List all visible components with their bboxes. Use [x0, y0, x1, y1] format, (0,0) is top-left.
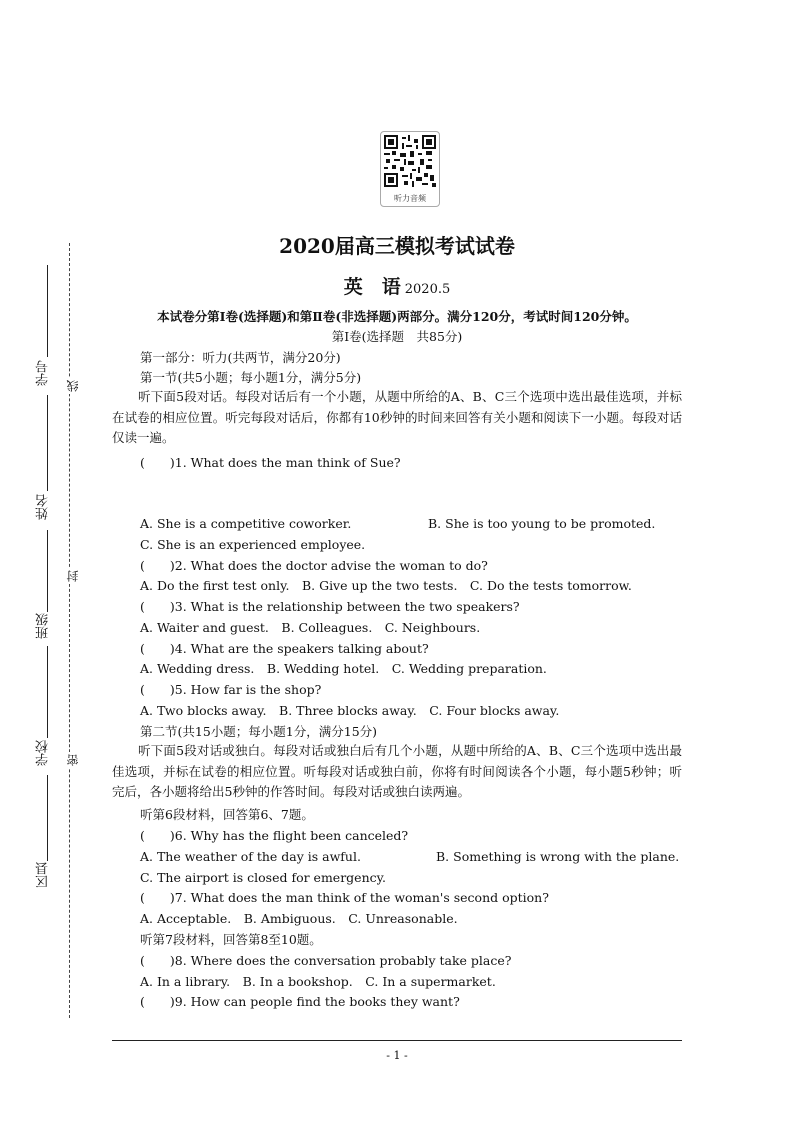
q5-stem: ( )5. How far is the shop? — [140, 682, 322, 697]
label-xuehao: 学号 — [36, 360, 51, 386]
q1-option-a: A. She is a competitive coworker. — [140, 516, 352, 531]
xuexiao-blank — [47, 646, 48, 738]
banji-blank — [47, 530, 48, 612]
q7-stem: ( )7. What does the man think of the woman's second option? — [140, 890, 549, 905]
q6-stem: ( )6. Why has the flight been canceled? — [140, 828, 409, 843]
label-banji: 班级 — [36, 613, 51, 639]
qr-code — [380, 131, 440, 207]
section2-instructions: 听下面5段对话或独白。每段对话或独白后有几个小题，从题中所给的A、B、C三个选项中选出最佳选项，并标在试卷的相应位置。听每段对话或独白前，你将有时间阅读各个小题，每小题5秒钟；听完后，各小题将给出5秒钟的作答时间。每段对话或独白读两遍。 — [112, 743, 682, 799]
qr-caption: 听力音频 — [394, 194, 426, 203]
label-xuexiao: 学校 — [36, 740, 51, 766]
xuehao-blank — [47, 265, 48, 357]
q6-option-a: A. The weather of the day is awful. — [140, 849, 361, 864]
subject-name: 英 语 — [343, 276, 401, 298]
binding-dashed-line — [69, 243, 70, 1018]
page-number: - 1 - — [386, 1049, 408, 1062]
material-6: 听第6段材料，回答第6、7题。 — [140, 807, 314, 822]
footer-rule — [112, 1040, 682, 1041]
q3-stem: ( )3. What is the relationship between the two speakers? — [140, 599, 520, 614]
section2-sub: 第二节(共15小题；每小题1分，满分15分) — [140, 724, 378, 739]
q6-option-b: B. Something is wrong with the plane. — [436, 849, 680, 864]
material-7: 听第7段材料，回答第8至10题。 — [140, 932, 322, 947]
q3-options: A. Waiter and guest. B. Colleagues. C. Neighbours. — [140, 620, 481, 635]
q4-options: A. Wedding dress. B. Wedding hotel. C. Wedding preparation. — [140, 661, 547, 676]
binding-mark-mi: 密 — [66, 754, 80, 766]
binding-mark-feng: 封 — [66, 570, 80, 582]
part-heading: 第Ⅰ卷(选择题 共85分) — [331, 329, 463, 344]
page-title: 2020届高三模拟考试试卷 — [279, 234, 515, 258]
label-quxian: 区县 — [36, 862, 51, 888]
q1-option-b: B. She is too young to be promoted. — [428, 516, 656, 531]
q1-stem: ( )1. What does the man think of Sue? — [140, 455, 401, 470]
q7-options: A. Acceptable. B. Ambiguous. C. Unreasonable. — [140, 911, 458, 926]
binding-mark-xian: 线 — [66, 380, 80, 392]
exam-date: 2020.5 — [404, 282, 451, 297]
label-xingming: 姓名 — [36, 494, 51, 520]
q2-options: A. Do the first test only. B. Give up the two tests. C. Do the tests tomorrow. — [140, 578, 632, 593]
q5-options: A. Two blocks away. B. Three blocks away. C. Four blocks away. — [140, 703, 560, 718]
quxian-blank — [47, 775, 48, 861]
section1-sub: 第一节(共5小题；每小题1分，满分5分) — [140, 370, 362, 385]
q8-options: A. In a library. B. In a bookshop. C. In a supermarket. — [140, 974, 496, 989]
section1-title: 第一部分：听力(共两节，满分20分) — [140, 350, 341, 365]
q9-stem: ( )9. How can people find the books they want? — [140, 994, 460, 1009]
q1-option-c: C. She is an experienced employee. — [140, 537, 366, 552]
q4-stem: ( )4. What are the speakers talking about? — [140, 641, 429, 656]
q6-option-c: C. The airport is closed for emergency. — [140, 870, 386, 885]
qr-code-icon — [384, 135, 436, 187]
section1-instructions: 听下面5段对话。每段对话后有一个小题，从题中所给的A、B、C三个选项中选出最佳选项，并标在试卷的相应位置。听完每段对话后，你都有10秒钟的时间来回答有关小题和阅读下一小题。每段对话仅读一遍。 — [112, 389, 682, 445]
exam-intro: 本试卷分第Ⅰ卷(选择题)和第Ⅱ卷(非选择题)两部分。满分120分，考试时间120分钟。 — [157, 309, 637, 324]
subject-line — [0, 272, 794, 299]
xingming-blank — [47, 395, 48, 491]
q2-stem: ( )2. What does the doctor advise the woman to do? — [140, 558, 488, 573]
q8-stem: ( )8. Where does the conversation probably take place? — [140, 953, 512, 968]
